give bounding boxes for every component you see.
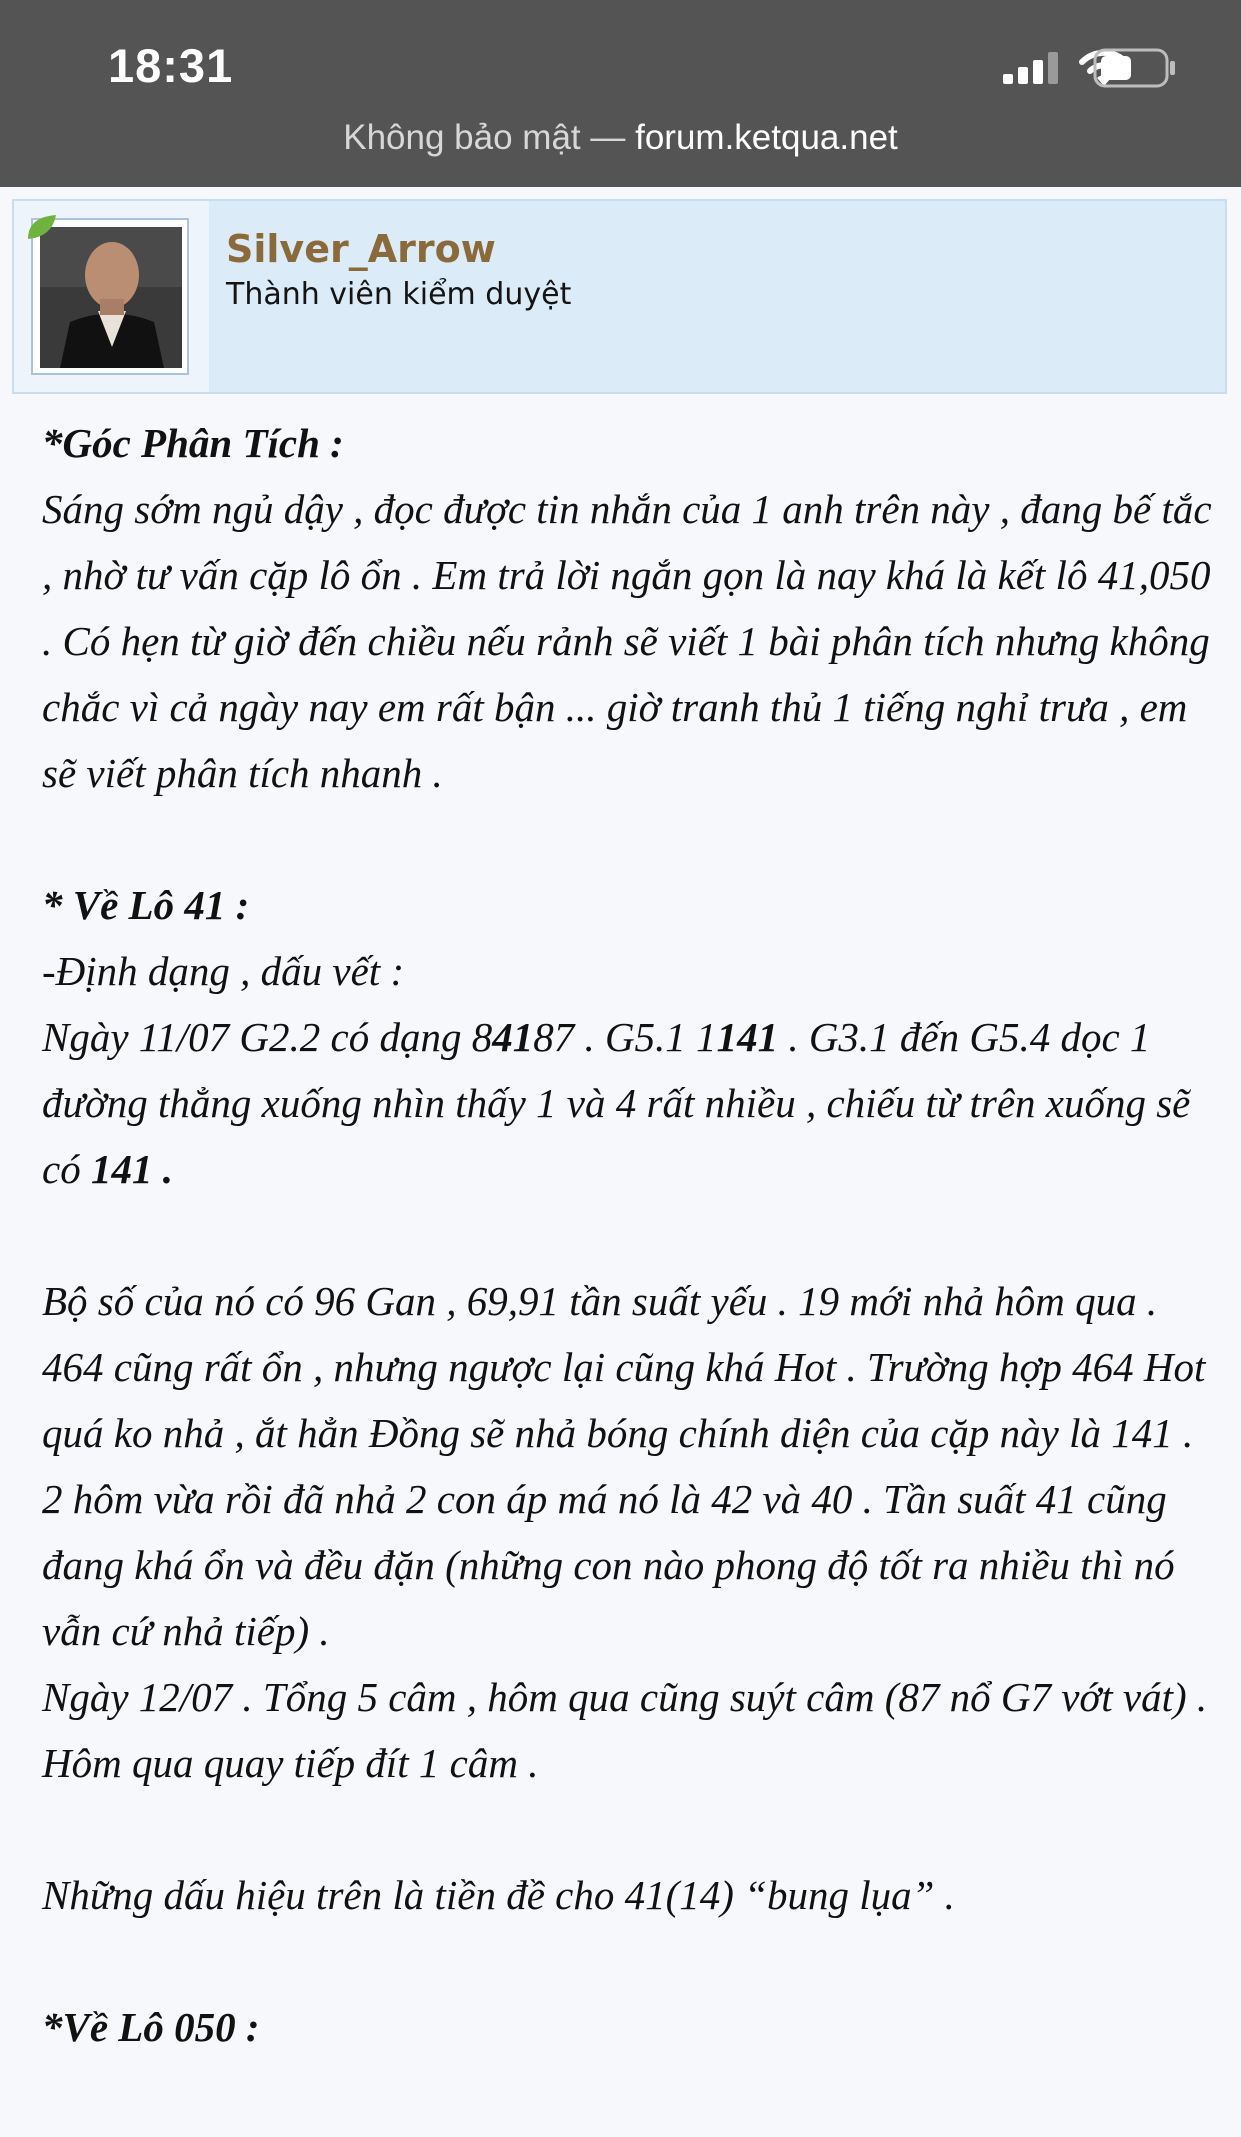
paragraph-number-set: Bộ số của nó có 96 Gan , 69,91 tần suất yếu . 19 mới nhả hôm qua . 464 cũng rất ổn , nhưng ngược lại cũng khá Hot . Trường hợp 464 Hot quá ko nhả , ắt hẳn Đồng sẽ nhả bóng chính diện của cặp này là 141 . (42, 1278, 1206, 1456)
author-title: Thành viên kiểm duyệt (226, 277, 572, 312)
url-bar[interactable] (0, 118, 1241, 162)
browser-top-bar (0, 0, 1241, 187)
spacer (42, 1928, 1212, 1994)
spacer (42, 1796, 1212, 1862)
battery-icon (1093, 48, 1177, 88)
avatar-column (14, 201, 209, 392)
text-segment: . G3.1 đến G5.4 dọc 1 đường thẳng xuống nhìn thấy 1 và 4 rất nhiều , chiếu từ trên xuống sẽ có (42, 1014, 1191, 1192)
bold-segment: 141 (716, 1014, 779, 1060)
heading-analysis: *Góc Phân Tích : (42, 420, 344, 466)
cellular-signal-icon (1003, 52, 1059, 84)
spacer (42, 1202, 1212, 1268)
heading-lo-41: * Về Lô 41 : (42, 882, 250, 928)
bold-segment: 141 . (90, 1146, 173, 1192)
bold-segment: 41 (492, 1014, 534, 1060)
paragraph-format-details (42, 1004, 1212, 1202)
paragraph-intro: Sáng sớm ngủ dậy , đọc được tin nhắn của 1 anh trên này , đang bế tắc , nhờ tư vấn cặp lô ổn . Em trả lời ngắn gọn là nay khá là kết lô 41,050 . Có hẹn từ giờ đến chiều nếu rảnh sẽ viết 1 bài phân tích nhưng không chắc vì cả ngày nay em rất bận ... giờ tranh thủ 1 tiếng nghỉ trưa , em sẽ viết phân tích nhanh . (42, 486, 1212, 796)
post-author-header (12, 199, 1227, 394)
url-domain: forum.ketqua.net (635, 118, 898, 157)
url-separator: — (590, 118, 626, 157)
spacer (42, 806, 1212, 872)
paragraph-frequency: 2 hôm vừa rồi đã nhả 2 con áp má nó là 42 và 40 . Tần suất 41 cũng đang khá ổn và đều đặn (những con nào phong độ tốt ra nhiều thì nó vẫn cứ nhả tiếp) . (42, 1476, 1175, 1654)
avatar-frame[interactable] (31, 218, 189, 375)
paragraph-date-12-07: Ngày 12/07 . Tổng 5 câm , hôm qua cũng suýt câm (87 nổ G7 vớt vát) . Hôm qua quay tiếp đít 1 câm . (42, 1674, 1208, 1786)
post-content (42, 410, 1212, 2060)
security-label: Không bảo mật (343, 118, 581, 157)
status-time: 18:31 (108, 39, 234, 92)
avatar-image (40, 227, 182, 368)
text-segment: Ngày 11/07 G2.2 có dạng 8 (42, 1014, 493, 1060)
text-segment: 87 . G5.1 1 (533, 1014, 717, 1060)
subheading-format: -Định dạng , dấu vết : (42, 948, 405, 994)
leaf-icon (26, 213, 58, 241)
heading-lo-050: *Về Lô 050 : (42, 2004, 260, 2050)
paragraph-conclusion: Những dấu hiệu trên là tiền đề cho 41(14) “bung lụa” . (42, 1872, 955, 1918)
avatar[interactable] (40, 227, 182, 368)
author-username[interactable]: Silver_Arrow (226, 227, 496, 271)
